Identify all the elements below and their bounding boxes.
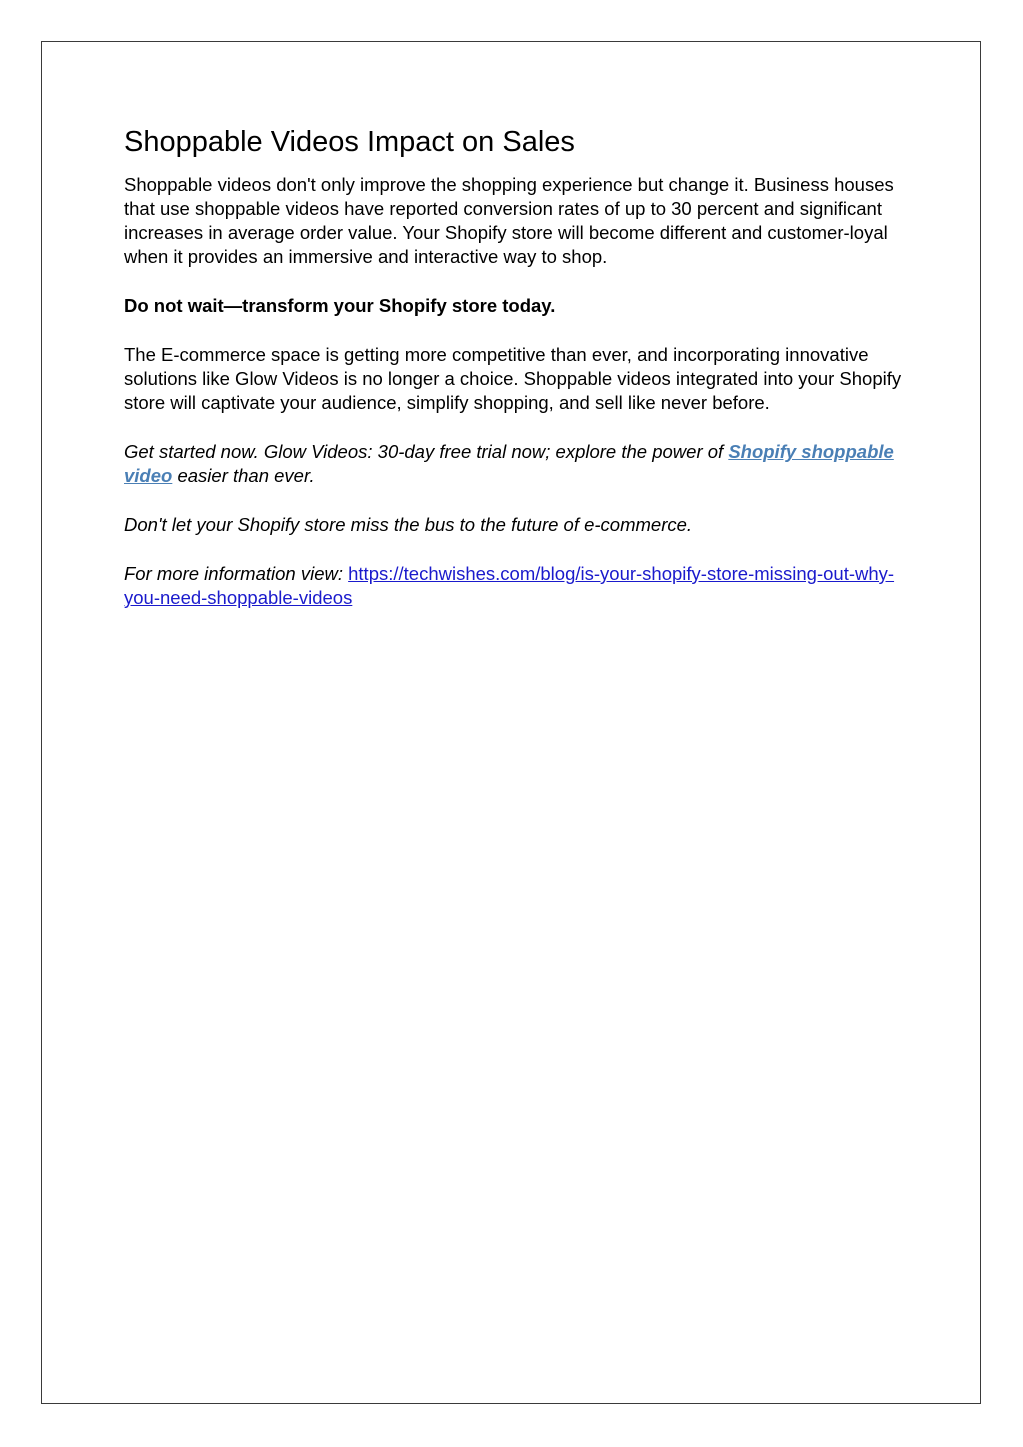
future-paragraph: Don't let your Shopify store miss the bus to the future of e-commerce. bbox=[124, 514, 693, 535]
intro-paragraph: Shoppable videos don't only improve the shopping experience but change it. Business houses that use shoppable videos have reported conversion rates of up to 30 percent and significant increases in average order value. Your Shopify store will become different and customer-loyal when it provides an immersive and interactive way to shop. bbox=[124, 174, 894, 267]
get-started-suffix: easier than ever. bbox=[172, 465, 315, 486]
get-started-text: Get started now. Glow Videos: 30-day free trial now; explore the power of bbox=[124, 441, 729, 462]
more-info-paragraph bbox=[124, 562, 904, 610]
competition-paragraph: The E-commerce space is getting more competitive than ever, and incorporating innovative solutions like Glow Videos is no longer a choice. Shoppable videos integrated into your Shopify store will captivate your audience, simplify shopping, and sell like never before. bbox=[124, 344, 902, 413]
document-body bbox=[124, 122, 904, 635]
more-info-label: For more information view: bbox=[124, 563, 349, 584]
cta-heading: Do not wait—transform your Shopify store today. bbox=[124, 295, 556, 316]
get-started-paragraph bbox=[124, 440, 904, 488]
shopify-shoppable-video-link[interactable]: Shopify shoppable video bbox=[124, 441, 894, 486]
article-url-link[interactable]: https://techwishes.com/blog/is-your-shopify-store-missing-out-why-you-need-shoppable-videos bbox=[124, 563, 895, 608]
page-title: Shoppable Videos Impact on Sales bbox=[124, 126, 575, 158]
